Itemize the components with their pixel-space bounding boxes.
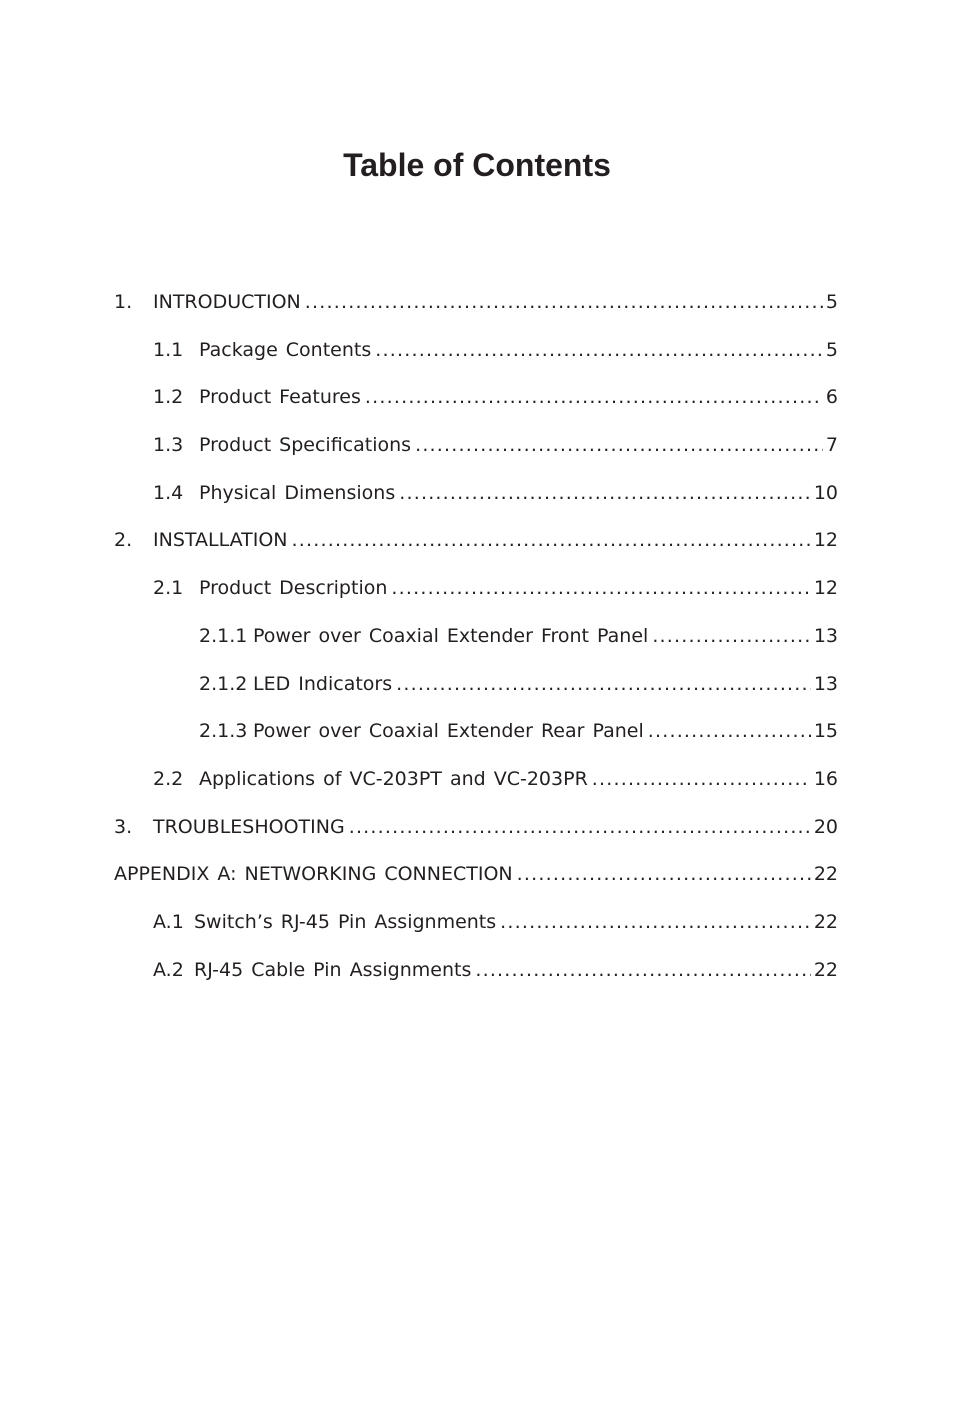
toc-entry-page: 13 [813, 672, 838, 695]
toc-entry-number: 2.2 [153, 767, 184, 790]
dot-leader [292, 520, 811, 560]
dot-leader [396, 664, 811, 704]
toc-entry-number: 1.3 [153, 434, 184, 457]
toc-entry-page: 12 [813, 577, 838, 600]
toc-entry-number: 2.1.3 [199, 720, 248, 743]
dot-leader [517, 854, 811, 894]
toc-entry-label: INTRODUCTION [153, 291, 301, 313]
toc-entry-page: 12 [813, 529, 838, 552]
toc-entry-troubleshooting[interactable] [114, 807, 838, 855]
toc-entry-page: 7 [825, 434, 838, 457]
dot-leader [475, 950, 810, 990]
toc-entry-number: 2.1 [153, 577, 184, 600]
toc-entry-page: 22 [813, 958, 838, 981]
toc-entry-appendix-a[interactable] [114, 854, 838, 902]
toc-entry-rear-panel[interactable] [114, 711, 838, 759]
toc-entry-label: INSTALLATION [153, 529, 288, 552]
toc-entry-number: 2.1.1 [199, 624, 248, 647]
dot-leader [365, 377, 823, 417]
toc-entry-front-panel[interactable] [114, 616, 838, 664]
toc-entry-number: 1. [114, 291, 133, 313]
toc-entry-cable-pin-assignments[interactable] [114, 950, 838, 998]
toc-entry-page: 10 [813, 481, 838, 504]
toc-entry-label: LED Indicators [253, 672, 393, 695]
toc-entry-label: TROUBLESHOOTING [153, 815, 345, 838]
toc-entry-led-indicators[interactable] [114, 664, 838, 712]
toc-entry-package-contents[interactable] [114, 330, 838, 378]
toc-entry-label: Package Contents [199, 338, 372, 361]
toc-entry-page: 20 [813, 815, 838, 838]
toc-entry-product-description[interactable] [114, 568, 838, 616]
toc-entry-page: 15 [813, 720, 838, 743]
dot-leader [399, 473, 811, 513]
toc-entry-page: 5 [825, 291, 838, 313]
toc-entry-number: 3. [114, 815, 133, 838]
toc-entry-physical-dimensions[interactable] [114, 473, 838, 521]
toc-entry-switch-pin-assignments[interactable] [114, 902, 838, 950]
toc-entry-label: Applications of VC-203PT and VC-203PR [199, 767, 588, 790]
toc-entry-page: 16 [813, 767, 838, 790]
toc-entry-page: 22 [813, 910, 838, 933]
toc-list [114, 282, 838, 997]
dot-leader [648, 711, 811, 751]
toc-entry-label: Power over Coaxial Extender Rear Panel [253, 720, 644, 743]
toc-entry-number: 2. [114, 529, 133, 552]
toc-entry-installation[interactable] [114, 520, 838, 568]
toc-entry-label: Physical Dimensions [199, 481, 396, 504]
toc-entry-number: 1.4 [153, 481, 184, 504]
toc-entry-label: Power over Coaxial Extender Front Panel [253, 624, 649, 647]
toc-entry-page: 13 [813, 624, 838, 647]
toc-entry-number: 1.1 [153, 338, 184, 361]
toc-entry-label: Switch’s RJ-45 Pin Assignments [194, 910, 497, 933]
toc-entry-page: 5 [825, 338, 838, 361]
dot-leader [305, 282, 823, 322]
toc-entry-label: Product Features [199, 386, 361, 409]
toc-entry-applications[interactable] [114, 759, 838, 807]
toc-entry-product-specifications[interactable] [114, 425, 838, 473]
toc-entry-label: Product Specifications [199, 434, 412, 457]
dot-leader [652, 616, 811, 656]
toc-entry-number: 2.1.2 [199, 672, 248, 695]
dot-leader [349, 807, 811, 847]
dot-leader [375, 330, 823, 370]
dot-leader [391, 568, 810, 608]
toc-entry-label: APPENDIX A: NETWORKING CONNECTION [114, 863, 513, 886]
toc-entry-product-features[interactable] [114, 377, 838, 425]
toc-entry-label: Product Description [199, 577, 388, 600]
toc-entry-number: A.1 [153, 910, 184, 933]
toc-entry-page: 6 [825, 386, 838, 409]
toc-entry-introduction[interactable] [114, 282, 838, 330]
page-title: Table of Contents [343, 147, 611, 183]
toc-entry-label: RJ-45 Cable Pin Assignments [194, 958, 472, 981]
dot-leader [415, 425, 823, 465]
toc-entry-number: A.2 [153, 958, 184, 981]
toc-entry-number: 1.2 [153, 386, 184, 409]
toc-entry-page: 22 [813, 863, 838, 886]
dot-leader [592, 759, 811, 799]
dot-leader [500, 902, 811, 942]
